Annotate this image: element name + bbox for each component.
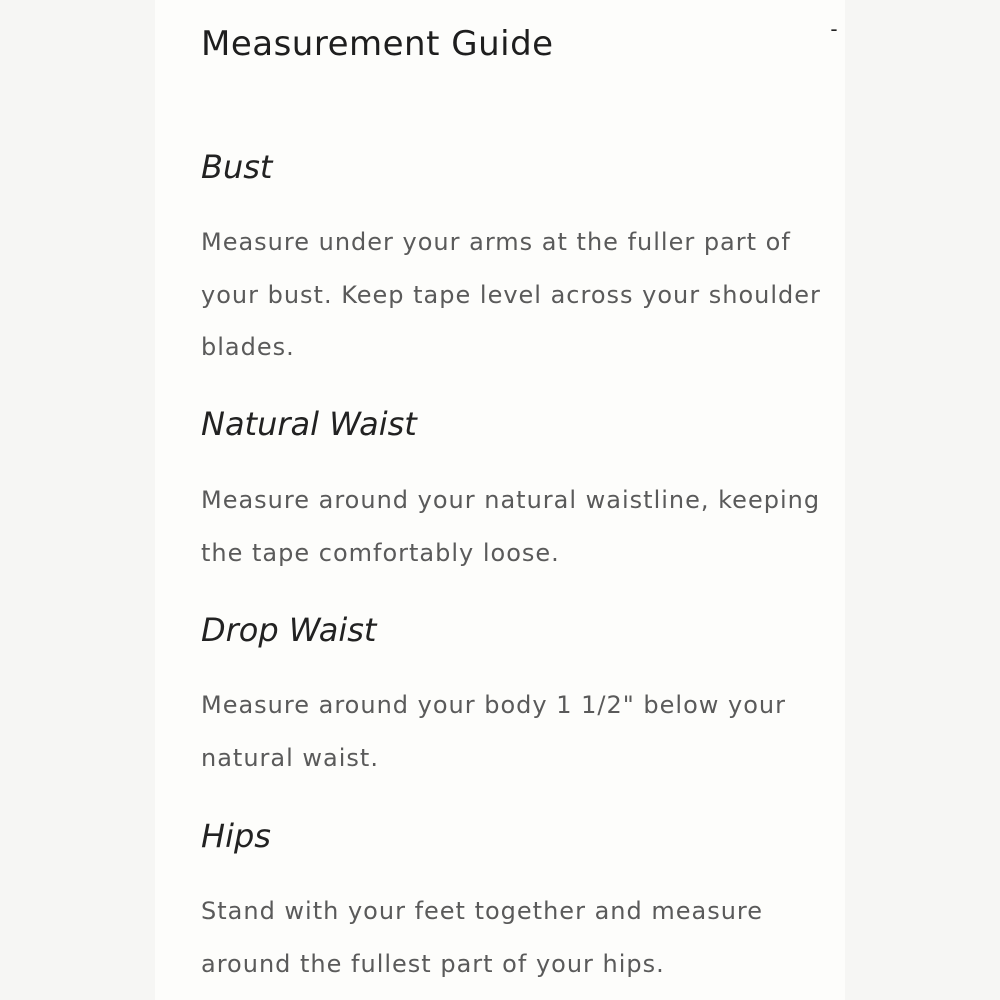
section-heading-drop-waist: Drop Waist [201,611,377,649]
section-text-hips: Stand with your feet together and measure around the fullest part of your hips. [201,897,764,978]
section-text-bust: Measure under your arms at the fuller part of your bust. Keep tape level across your shoulder blades. [201,228,821,361]
section-text-natural-waist: Measure around your natural waistline, keeping the tape comfortably loose. [201,486,821,567]
section-heading-natural-waist: Natural Waist [201,405,417,443]
section-heading-hips: Hips [201,817,271,855]
section-heading-bust: Bust [201,148,273,186]
section-text-drop-waist: Measure around your body 1 1/2" below your natural waist. [201,691,786,772]
page-title: Measurement Guide [201,24,554,64]
collapse-icon[interactable]: - [830,17,838,41]
